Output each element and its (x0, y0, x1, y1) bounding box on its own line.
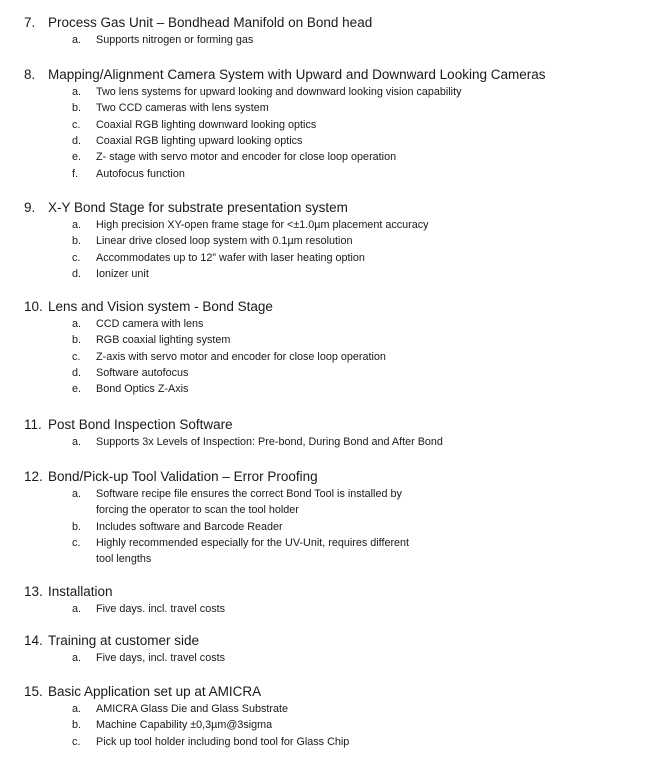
list-item-text: Five days. incl. travel costs (96, 603, 226, 615)
list-item-text: Highly recommended especially for the UV-Unit, requires different (96, 536, 410, 549)
list-item-label: c. (72, 251, 81, 264)
list-item-text: forcing the operator to scan the tool holder (96, 504, 299, 517)
list-item-label: c. (72, 350, 81, 363)
list-item-label: a. (72, 488, 82, 500)
list-item-label: c. (72, 735, 81, 748)
list-item-label: a. (72, 436, 82, 448)
section-title: Lens and Vision system - Bond Stage (48, 299, 273, 314)
list-item-text: Coaxial RGB lighting downward looking optics (96, 118, 317, 131)
list-item-text: Software recipe file ensures the correct Bond Tool is installed by (96, 488, 402, 500)
list-item-text: Bond Optics Z-Axis (96, 383, 189, 396)
list-item-text: Coaxial RGB lighting upward looking optics (96, 134, 303, 147)
section-number: 14. (24, 633, 43, 648)
list-item-text: Includes software and Barcode Reader (96, 520, 283, 533)
section-number: 10. (24, 299, 43, 314)
section-number: 15. (24, 684, 43, 699)
list-item-text: Accommodates up to 12” wafer with laser heating option (96, 251, 365, 264)
list-item-label: a. (72, 219, 82, 231)
list-item-label: a. (72, 603, 82, 615)
list-item-text: Supports nitrogen or forming gas (96, 34, 254, 46)
section-title: Process Gas Unit – Bondhead Manifold on Bond head (48, 15, 373, 30)
list-item-text: Z-axis with servo motor and encoder for close loop operation (96, 350, 386, 363)
list-item-label: d. (72, 134, 82, 147)
list-item-label: b. (72, 334, 82, 347)
list-item-text: Two lens systems for upward looking and downward looking vision capability (96, 86, 462, 98)
section-number: 7. (24, 15, 36, 30)
section-number: 9. (24, 200, 36, 215)
section-title: Installation (48, 584, 113, 599)
list-item-text: tool lengths (96, 553, 152, 566)
section-number: 12. (24, 469, 43, 484)
list-item-label: d. (72, 267, 82, 280)
list-item-text: High precision XY-open frame stage for <±1.0µm placement accuracy (96, 219, 429, 231)
list-item-label: c. (72, 536, 81, 549)
section-number: 11. (24, 417, 42, 432)
list-item-text: Two CCD cameras with lens system (96, 102, 269, 115)
list-item-text: Linear drive closed loop system with 0.1µm resolution (96, 235, 353, 248)
section-number: 8. (24, 67, 36, 82)
list-item-text: Z- stage with servo motor and encoder for close loop operation (96, 151, 397, 164)
section-title: Mapping/Alignment Camera System with Upward and Downward Looking Cameras (48, 67, 546, 82)
list-item-label: a. (72, 652, 82, 664)
list-item-text: Software autofocus (96, 366, 189, 379)
list-item-label: b. (72, 520, 82, 533)
list-item-text: Autofocus function (96, 167, 185, 180)
list-item-text: Ionizer unit (96, 267, 149, 280)
list-item-label: a. (72, 86, 82, 98)
section-title: Bond/Pick-up Tool Validation – Error Proofing (48, 469, 318, 484)
section-title: Post Bond Inspection Software (48, 417, 233, 432)
section-title: Basic Application set up at AMICRA (48, 684, 262, 699)
list-item-label: a. (72, 703, 82, 715)
list-item-text: Pick up tool holder including bond tool for Glass Chip (96, 735, 350, 748)
list-item-label: c. (72, 118, 81, 131)
list-item-label: e. (72, 151, 82, 164)
section-title: Training at customer side (48, 633, 200, 648)
section-title: X-Y Bond Stage for substrate presentation system (48, 200, 348, 215)
list-item-label: a. (72, 318, 82, 330)
list-item-text: Machine Capability ±0,3µm@3sigma (96, 719, 273, 732)
list-item-label: d. (72, 366, 82, 379)
list-item-text: RGB coaxial lighting system (96, 334, 231, 347)
list-item-label: e. (72, 383, 82, 396)
list-item-text: Five days, incl. travel costs (96, 652, 226, 664)
list-item-label: b. (72, 719, 82, 732)
list-item-text: AMICRA Glass Die and Glass Substrate (96, 703, 289, 715)
list-item-label: f. (72, 167, 78, 180)
list-item-text: CCD camera with lens (96, 318, 204, 330)
list-item-label: b. (72, 102, 82, 115)
list-item-label: a. (72, 34, 82, 46)
list-item-text: Supports 3x Levels of Inspection: Pre-bond, During Bond and After Bond (96, 436, 443, 448)
section-number: 13. (24, 584, 43, 599)
list-item-label: b. (72, 235, 82, 248)
